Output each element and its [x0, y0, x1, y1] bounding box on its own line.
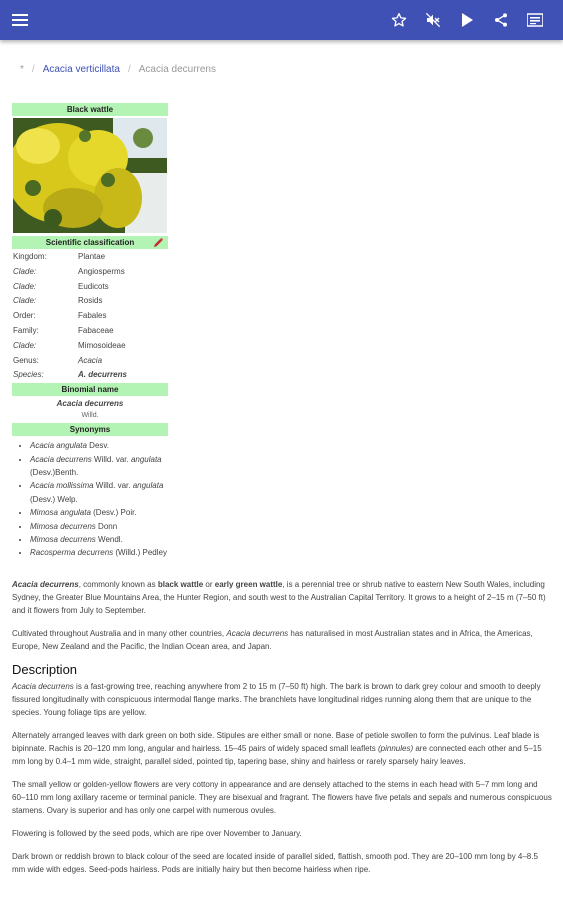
- synonym-item: [30, 439, 168, 452]
- text-run: is a fast-growing tree, reaching anywhere from 2 to 15 m (7–50 ft) high. The bark is brown to dark grey colour and smooth to deeply fissured longitudinally with conspicuous intermodal flange marks. The branchlets have longitudinal ridges running along them that are unique to the species. Young foliage tips are yellow.: [12, 682, 541, 717]
- synonym-item: [30, 533, 168, 546]
- rank-label: Kingdom:: [13, 252, 47, 261]
- text-run: , commonly known as: [78, 580, 158, 589]
- star-icon[interactable]: [382, 0, 416, 40]
- rank-label: Species:: [13, 370, 44, 380]
- classification-row: [12, 294, 168, 309]
- classification-row: [12, 354, 168, 369]
- breadcrumb: [20, 64, 216, 75]
- synonym-item: [30, 546, 168, 559]
- synonym-name: Mimosa decurrens: [30, 535, 96, 545]
- synonym-variety: angulata: [130, 454, 162, 464]
- synonym-author: (Desv.)Benth.: [30, 467, 79, 477]
- synonym-variety: angulata: [132, 481, 164, 491]
- synonym-name: Acacia mollissima: [30, 481, 94, 491]
- taxon-value[interactable]: Angiosperms: [78, 266, 125, 276]
- classification-header-label: Scientific classification: [45, 238, 135, 247]
- taxon-value[interactable]: Fabales: [78, 311, 107, 321]
- text-run: are connected each other and 5–15 mm long by 0.4–1 mm wide, straight, parallel sided, pointed tip, tapering base, shiny and hairless or rarely sparsely hairy leaves.: [12, 744, 542, 766]
- taxon-value[interactable]: Rosids: [78, 296, 103, 306]
- synonym-author: Donn: [95, 521, 118, 531]
- rank-label: Genus:: [13, 355, 39, 365]
- breadcrumb-separator: /: [31, 64, 35, 75]
- edit-pencil-icon[interactable]: [153, 237, 164, 252]
- synonyms-list: [12, 439, 168, 560]
- classification-header: [12, 236, 168, 249]
- species-name: Acacia decurrens: [12, 682, 74, 691]
- synonym-author: (Desv.) Welp.: [30, 494, 78, 504]
- text-run: or: [203, 580, 215, 589]
- breadcrumb-separator: /: [127, 64, 131, 75]
- synonym-name: Mimosa decurrens: [30, 521, 96, 531]
- rank-label: Clade:: [13, 266, 37, 276]
- classification-row: [12, 368, 168, 383]
- text-run: (pinnules): [377, 744, 414, 753]
- seeds-paragraph: Dark brown or reddish brown to black colour of the seed are located inside of parallel sided, flattish, smooth pod. They are 20–100 mm long by 4–8.5 mm wide with edges. Seed-pods hairless. Pods are initially hairy but then become hairless when ripe.: [12, 852, 538, 874]
- flowers-paragraph: The small yellow or golden-yellow flowers are very cottony in appearance and are densely attached to the stems in each head with 5–7 mm long and 60–110 mm long axillary raceme or terminal panicle. They are bisexual and fragrant. The flowers have five petals and sepals and numerous conspicuous stamens. Ovary is superior and has only one carpel with numerous ovules.: [12, 780, 552, 815]
- synonym-name: Acacia angulata: [30, 441, 87, 451]
- rank-label: Clade:: [13, 281, 37, 291]
- text-run: Cultivated throughout Australia and in many other countries,: [12, 629, 227, 638]
- infobox: [12, 103, 168, 560]
- synonym-item: [30, 453, 168, 480]
- distribution-paragraph: [12, 627, 552, 653]
- share-icon[interactable]: [484, 0, 518, 40]
- breadcrumb-parent-link[interactable]: Acacia verticillata: [42, 64, 120, 75]
- taxon-value[interactable]: Mimosoideae: [78, 340, 126, 350]
- description-heading: Description: [12, 662, 78, 677]
- app-bar: [0, 0, 563, 40]
- synonym-author: (Willd.) Pedley: [113, 548, 167, 558]
- synonym-name: Acacia decurrens: [30, 454, 92, 464]
- description-paragraph: [12, 680, 552, 719]
- rank-label: Order:: [13, 311, 36, 321]
- binomial-header: Binomial name: [12, 383, 168, 396]
- taxon-value[interactable]: Fabaceae: [78, 325, 114, 335]
- synonym-author: Wendl.: [95, 535, 123, 545]
- classification-row: [12, 250, 168, 265]
- rank-label: Family:: [13, 325, 39, 335]
- text-run: , is a perennial tree or shrub native to eastern New South Wales, including Sydney, the Greater Blue Mountains Area, the Hunter Region, and south west to the Australian Capital Territory. It grows to a height of 2–15 m (7–50 ft) and it flowers from July to September.: [12, 580, 546, 615]
- synonym-author: (Desv.) Poir.: [90, 508, 137, 518]
- common-name: black wattle: [157, 580, 204, 589]
- synonym-name: Racosperma decurrens: [30, 548, 114, 558]
- synonym-name: Mimosa angulata: [30, 508, 91, 518]
- leaves-paragraph: [12, 729, 552, 768]
- intro-paragraph: [12, 578, 552, 617]
- synonym-item: [30, 479, 168, 506]
- binomial-name: Acacia decurrens: [56, 399, 124, 409]
- taxon-value: A. decurrens: [78, 370, 127, 380]
- species-name: Acacia decurrens: [12, 580, 79, 589]
- breadcrumb-home[interactable]: *: [20, 64, 24, 75]
- classification-row: [12, 280, 168, 295]
- synonyms-header: Synonyms: [12, 423, 168, 436]
- breadcrumb-current: Acacia decurrens: [138, 64, 216, 75]
- text-run: has naturalised in most Australian states and in Africa, the Americas, Europe, New Zealand and the Pacific, the Indian Ocean area, and Japan.: [12, 629, 533, 651]
- synonym-item: [30, 506, 168, 519]
- synonym-author: Willd. var.: [91, 454, 131, 464]
- taxon-value[interactable]: Eudicots: [78, 281, 109, 291]
- species-name: Acacia decurrens: [226, 629, 289, 638]
- classification-row: [12, 339, 168, 354]
- classification-row: [12, 309, 168, 324]
- classification-row: [12, 324, 168, 339]
- rank-label: Clade:: [13, 296, 37, 306]
- infobox-title: Black wattle: [12, 103, 168, 116]
- mute-icon[interactable]: [416, 0, 450, 40]
- flowering-paragraph: Flowering is followed by the seed pods, which are ripe over November to January.: [12, 829, 302, 838]
- synonym-author: Desv.: [86, 441, 110, 451]
- binomial-author: Willd.: [81, 412, 99, 420]
- classification-row: [12, 265, 168, 280]
- taxon-value[interactable]: Acacia: [78, 355, 103, 365]
- article-body: [12, 578, 552, 886]
- species-photo[interactable]: [13, 118, 167, 233]
- text-run: Alternately arranged leaves with dark green on both side. Stipules are either small or none. Base of petiole swollen to form the pulvinus. Leaf blade is bipinnate. Rachis is 20–120 mm long, angular and hairless. 15–45 pairs of widely spaced small leaflets: [12, 731, 540, 753]
- synonym-item: [30, 520, 168, 533]
- rank-label: Clade:: [13, 340, 37, 350]
- synonym-author: Willd. var.: [93, 481, 133, 491]
- play-icon[interactable]: [450, 0, 484, 40]
- menu-icon[interactable]: [3, 0, 37, 40]
- common-name: early green wattle: [214, 580, 283, 589]
- classification-rows: [12, 250, 168, 383]
- view-icon[interactable]: [518, 0, 552, 40]
- taxon-value[interactable]: Plantae: [78, 252, 106, 261]
